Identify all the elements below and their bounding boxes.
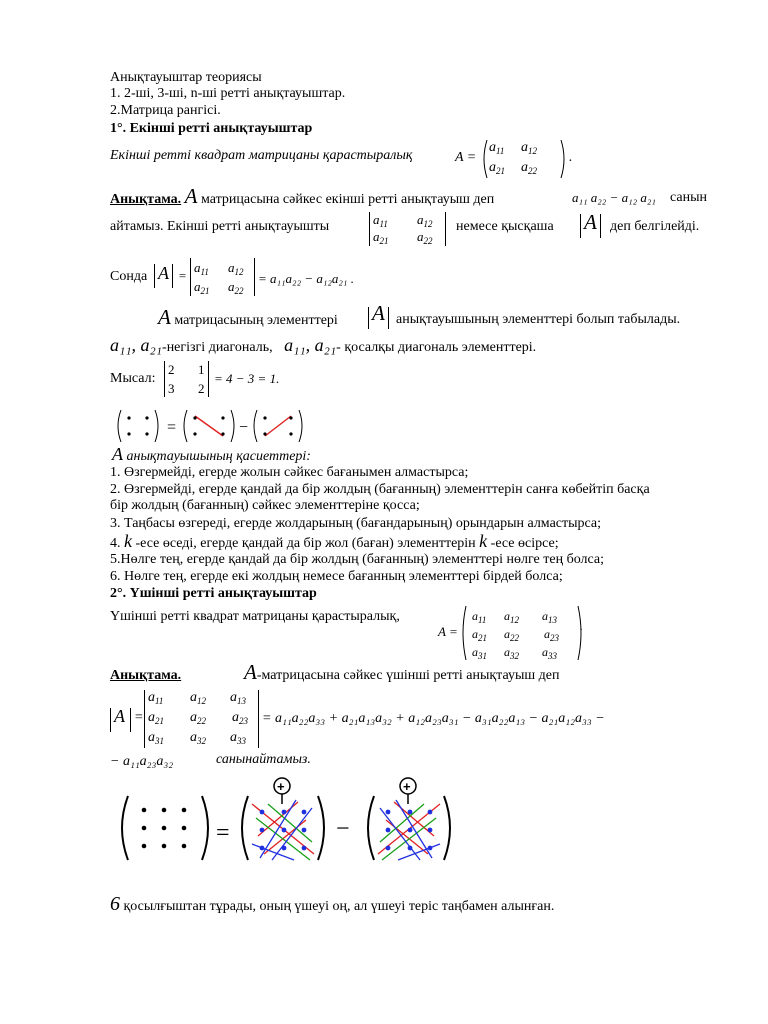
side-diagonal-elements: a₁₁, a₂₁ <box>284 335 337 355</box>
property-4-text: -есе өседі, егерде қандай да бір жол (баған) элементтерін <box>135 536 476 551</box>
example-label: Мысал: <box>110 371 156 386</box>
det-3x3-formula-line2: − a₁₁a₂₃a₃₂ <box>110 754 174 769</box>
sarrus-diagram <box>112 774 462 874</box>
summary-number: 6 <box>110 893 120 915</box>
definition-2-label: Анықтама. <box>110 668 182 683</box>
example-result: = 4 − 3 = 1. <box>214 371 280 386</box>
topic-item-2: 2.Матрица рангісі. <box>110 103 221 118</box>
det-2x2-diagram <box>115 408 305 444</box>
example-cell: 1 <box>198 362 205 377</box>
definition-1-text: матрицасына сәйкес екінші ретті анықтауыш деп <box>201 192 495 207</box>
side-diagonal-text: - қосалқы диагональ элементтері. <box>336 340 537 355</box>
example-cell: 3 <box>168 381 175 396</box>
k-symbol: k <box>479 531 488 551</box>
property-item: 6. Нөлге тең, егерде екі жолдың немесе бағанның элементтері бірдей болса; <box>110 569 563 584</box>
definition-1-text-end: деп белгілейді. <box>610 219 700 234</box>
sonda-label: Сонда <box>110 269 148 284</box>
definition-1-end: санын <box>670 190 707 205</box>
sonda-result: = a₁₁a₂₂ − a₁₂a₂₁ . <box>258 271 354 286</box>
definition-1-formula: a₁₁ a₂₂ − a₁₂ a₂₁ <box>572 190 656 205</box>
section-1-intro: Екінші ретті квадрат матрицаны қарастыралық <box>110 148 413 163</box>
definition-1-text-2: айтамыз. Екінші ретті анықтауышты <box>110 219 330 234</box>
matrix-symbol-A: A <box>158 305 171 329</box>
elements-text-end: анықтауышының элементтері болып табылады. <box>396 312 681 327</box>
matrix-symbol-A: A <box>184 184 198 208</box>
svg-text:+: + <box>277 779 285 794</box>
property-item: 2. Өзгермейді, егерде қандай да бір жолдың (бағанның) элементтерін санға көбейтіп басқа <box>110 482 650 497</box>
det-3x3-formula-line1: = a₁₁a₂₂a₃₃ + a₂₁a₁₃a₃₂ + a₁₂a₂₃a₃₁ − a₃₁a₂₂a₁₃ − a₂₁a₁₂a₃₃ − <box>262 711 605 726</box>
svg-text:=: = <box>167 419 177 436</box>
property-item: 3. Таңбасы өзгереді, егерде жолдарының (бағандарының) орындарын алмастырса; <box>110 516 602 531</box>
elements-text: матрицасының элементтері <box>174 313 338 328</box>
svg-text:−: − <box>239 419 249 436</box>
section-2-intro: Үшінші ретті квадрат матрицаны қарастыралық, <box>110 609 400 624</box>
property-item: 5.Нөлге тең, егерде қандай да бір жолдың (бағанның) элементтері нөлге тең болса; <box>110 552 605 567</box>
svg-text:=: = <box>216 820 230 846</box>
summary-text: қосылғыштан тұрады, оның үшеуі оң, ал үшеуі теріс таңбамен алынған. <box>123 899 555 914</box>
matrix-symbol-A: A <box>244 660 257 684</box>
property-item: бір жолдың (бағанның) сәйкес элементтеріне қосса; <box>110 498 420 513</box>
svg-text:−: − <box>336 816 350 842</box>
matrix-symbol-A: A <box>112 444 123 464</box>
main-diagonal-elements: a₁₁, a₂₁ <box>110 335 163 355</box>
definition-2-text: -матрицасына сәйкес үшінші ретті анықтауыш деп <box>256 668 560 683</box>
example-cell: 2 <box>168 362 175 377</box>
properties-title: анықтауышының қасиеттері: <box>126 449 311 464</box>
property-4-end: -есе өсірсе; <box>490 536 559 551</box>
example-cell: 2 <box>198 381 205 396</box>
main-diagonal-text: -негізгі диагональ, <box>162 340 273 355</box>
section-2-heading: 2°. Үшінші ретті анықтауыштар <box>110 586 317 601</box>
definition-1-text-mid: немесе қысқаша <box>456 219 554 234</box>
section-1-heading: 1°. Екінші ретті анықтауыштар <box>110 121 313 136</box>
det-3x3-formula-end: санынайтамыз. <box>216 752 311 767</box>
property-4-num: 4. <box>110 536 121 551</box>
definition-1-label: Анықтама. <box>110 192 182 207</box>
property-item: 1. Өзгермейді, егерде жолын сәйкес бағанымен алмастырса; <box>110 465 469 480</box>
doc-title: Анықтауыштар теориясы <box>110 70 262 85</box>
svg-text:+: + <box>403 779 411 794</box>
topic-item-1: 1. 2-ші, 3-ші, n-ші ретті анықтауыштар. <box>110 86 346 101</box>
k-symbol: k <box>124 531 132 551</box>
